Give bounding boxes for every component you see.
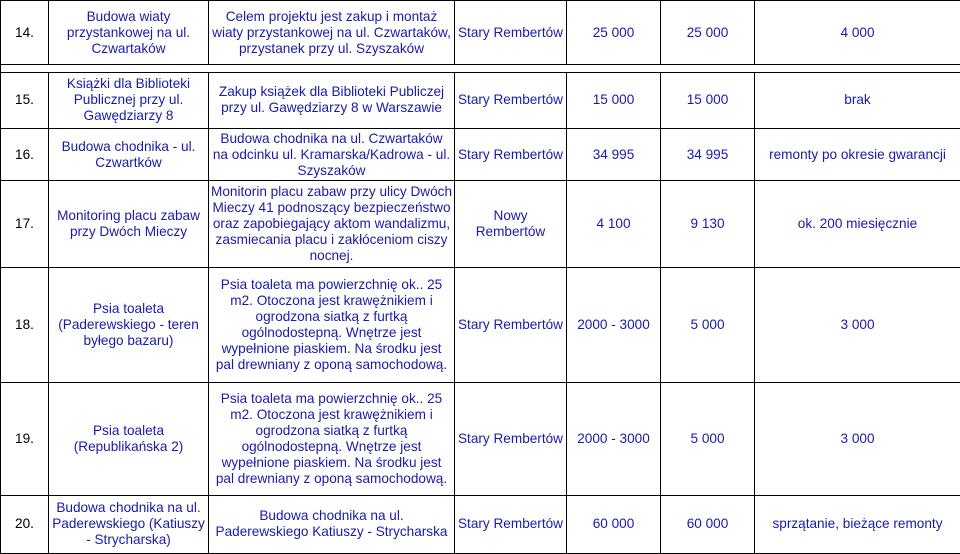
cost-value: 60 000 [661, 495, 755, 553]
project-description: Zakup książek dla Biblioteki Publiczej przy ul. Gawędziarzy 8 w Warszawie [209, 72, 455, 128]
district: Stary Rembertów [455, 128, 567, 180]
maintenance-cost: 3 000 [755, 382, 960, 495]
cost-value: 34 995 [567, 128, 661, 180]
district: Stary Rembertów [455, 72, 567, 128]
cost-value: 2000 - 3000 [567, 382, 661, 495]
maintenance-cost: 3 000 [755, 267, 960, 382]
cost-value: 25 000 [661, 1, 755, 65]
district: Stary Rembertów [455, 267, 567, 382]
table-row [1, 382, 960, 495]
maintenance-cost: brak [755, 72, 960, 128]
project-description: Psia toaleta ma powierzchnię ok.. 25 m2. Otoczona jest krawężnikiem i ogrodzona siatką z furtką ogólnodostepną. Wnętrze jest wypełnione piaskiem. Na środku jest pal drewniany z oponą samochodową. [209, 382, 455, 495]
table-row [1, 1, 960, 65]
maintenance-cost: sprzątanie, bieżące remonty [755, 495, 960, 553]
project-description: Monitorin placu zabaw przy ulicy Dwóch Mieczy 41 podnoszący bezpieczeństwo oraz zapobiegający aktom wandalizmu, zasmiecania placu i zakłóceniom ciszy nocnej. [209, 181, 455, 268]
district: Stary Rembertów [455, 495, 567, 553]
table-row [1, 495, 960, 553]
cost-value: 9 130 [661, 181, 755, 268]
row-number: 19. [1, 382, 49, 495]
cost-value: 5 000 [661, 382, 755, 495]
district: Stary Rembertów [455, 1, 567, 65]
project-name: Psia toaleta (Republikańska 2) [49, 382, 209, 495]
cost-value: 2000 - 3000 [567, 267, 661, 382]
cost-value: 60 000 [567, 495, 661, 553]
row-number: 16. [1, 128, 49, 180]
cost-value: 4 100 [567, 181, 661, 268]
table-row [1, 128, 960, 180]
cost-value: 15 000 [567, 72, 661, 128]
district: Stary Rembertów [455, 382, 567, 495]
row-number: 17. [1, 181, 49, 268]
project-name: Książki dla Biblioteki Publicznej przy ul. Gawędziarzy 8 [49, 72, 209, 128]
maintenance-cost: 4 000 [755, 1, 960, 65]
row-number: 18. [1, 267, 49, 382]
project-description: Budowa chodnika na ul. Czwartaków na odcinku ul. Kramarska/Kadrowa - ul. Szyszaków [209, 128, 455, 180]
project-description: Budowa chodnika na ul. Paderewskiego Katiuszy - Strycharska [209, 495, 455, 553]
project-name: Psia toaleta (Paderewskiego - teren byłego bazaru) [49, 267, 209, 382]
project-description: Celem projektu jest zakup i montaż wiaty przystankowej na ul. Czwartaków, przystanek przy ul. Szyszaków [209, 1, 455, 65]
maintenance-cost: remonty po okresie gwarancji [755, 128, 960, 180]
cost-value: 25 000 [567, 1, 661, 65]
cost-value: 34 995 [661, 128, 755, 180]
table-row [1, 267, 960, 382]
district: Nowy Rembertów [455, 181, 567, 268]
maintenance-cost: ok. 200 miesięcznie [755, 181, 960, 268]
cost-value: 5 000 [661, 267, 755, 382]
project-name: Budowa wiaty przystankowej na ul. Czwartaków [49, 1, 209, 65]
cost-value: 15 000 [661, 72, 755, 128]
table-row [1, 181, 960, 268]
project-name: Monitoring placu zabaw przy Dwóch Mieczy [49, 181, 209, 268]
row-number: 14. [1, 1, 49, 65]
table-row [1, 72, 960, 128]
project-description: Psia toaleta ma powierzchnię ok.. 25 m2. Otoczona jest krawężnikiem i ogrodzona siatką z furtką ogólnodostepną. Wnętrze jest wypełnione piaskiem. Na środku jest pal drewniany z oponą samochodową. [209, 267, 455, 382]
row-number: 15. [1, 72, 49, 128]
project-name: Budowa chodnika - ul. Czwartków [49, 128, 209, 180]
project-name: Budowa chodnika na ul. Paderewskiego (Katiuszy - Strycharska) [49, 495, 209, 553]
row-number: 20. [1, 495, 49, 553]
